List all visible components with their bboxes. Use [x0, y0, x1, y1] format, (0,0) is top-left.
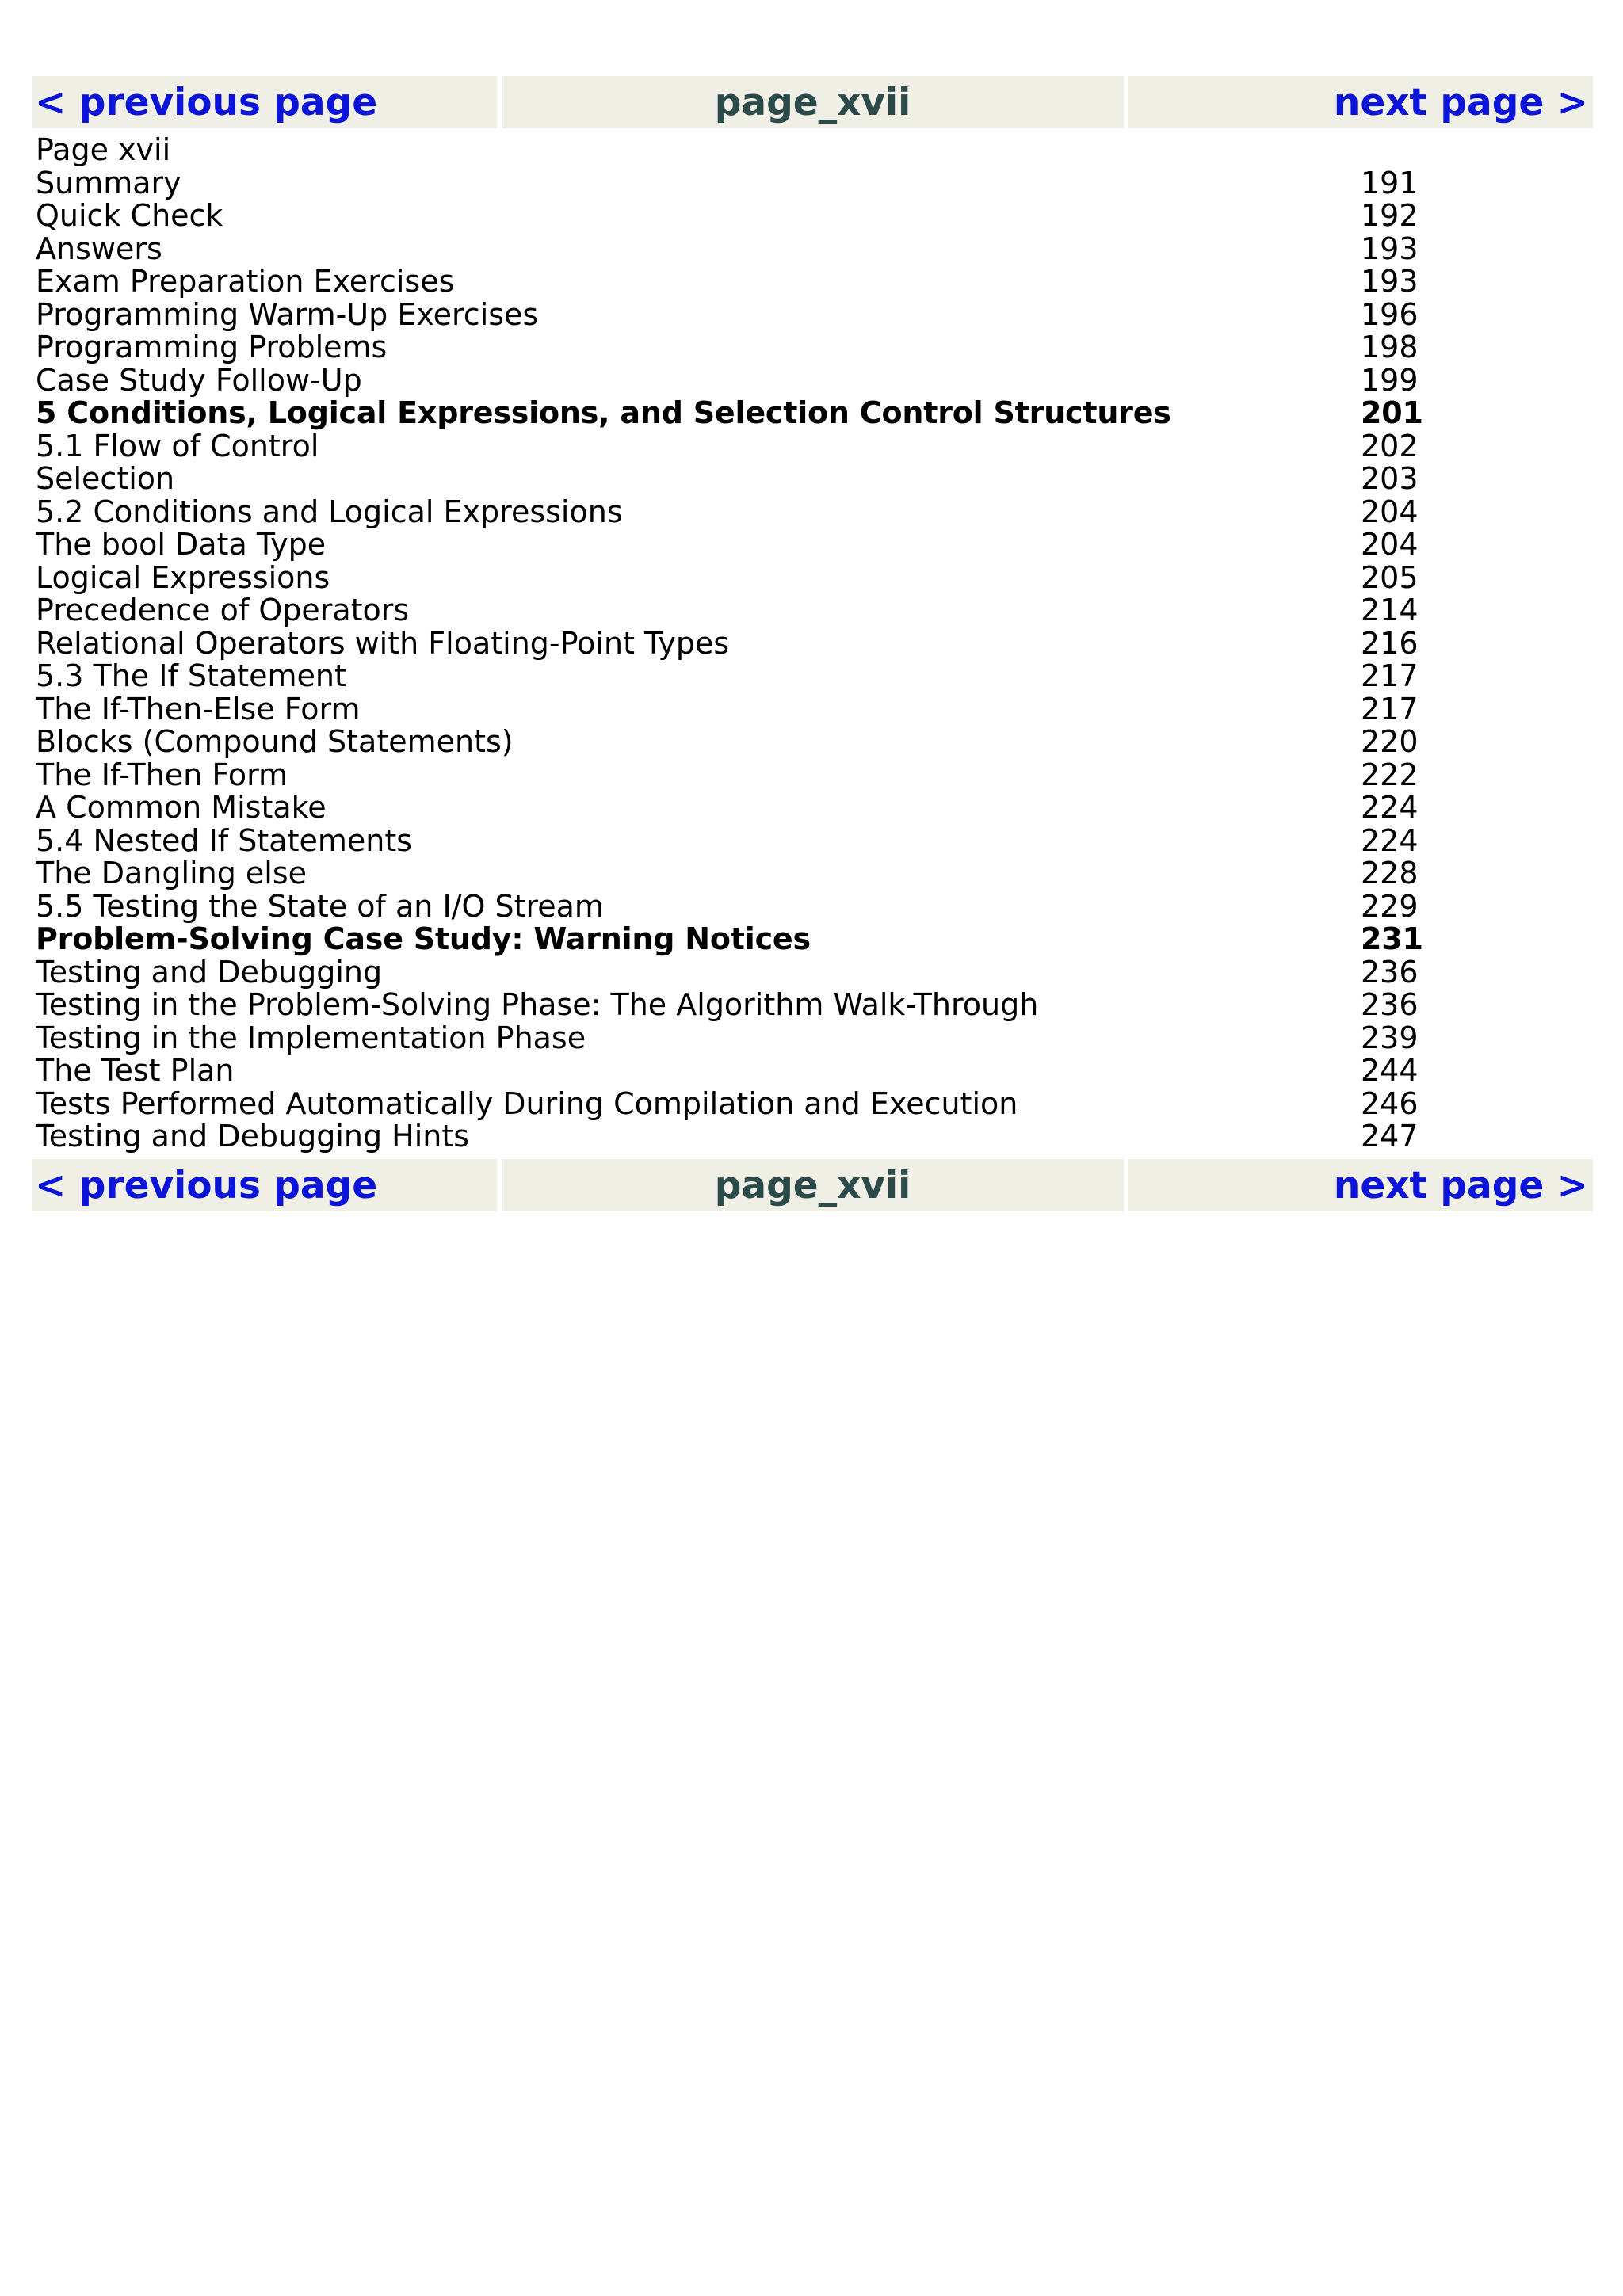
toc-entry-title: Testing in the Implementation Phase	[36, 1020, 586, 1055]
bottom-navigation-bar	[32, 1159, 1593, 1211]
toc-entry-title: Quick Check	[36, 198, 223, 233]
toc-entry-page-number: 205	[1361, 559, 1419, 595]
toc-entry-page-number: 224	[1361, 790, 1419, 825]
toc-entry	[36, 594, 1430, 627]
toc-entry	[36, 397, 1430, 430]
toc-entry	[36, 200, 1430, 233]
toc-entry-page-number: 220	[1361, 724, 1419, 759]
toc-entry	[36, 1022, 1430, 1055]
toc-entry	[36, 1085, 1430, 1121]
toc-entry-title: Logical Expressions	[36, 559, 330, 595]
toc-entry-title: The If-Then Form	[36, 757, 288, 792]
toc-entry	[36, 822, 1430, 858]
previous-page-link[interactable]: < previous page	[32, 76, 497, 128]
toc-entry	[36, 296, 1430, 332]
toc-entry	[36, 364, 1430, 398]
page-title: page_xvii	[502, 76, 1124, 128]
toc-entry-page-number: 191	[1361, 165, 1419, 200]
toc-entry-page-number: 196	[1361, 296, 1419, 332]
toc-entry-page-number: 214	[1361, 593, 1419, 627]
toc-entry-page-number: 204	[1361, 494, 1419, 529]
toc-entry-page-number: 193	[1361, 231, 1419, 266]
toc-entry	[36, 528, 1430, 562]
toc-entry	[36, 923, 1430, 956]
toc-entry	[36, 265, 1430, 299]
toc-entry-title: Testing and Debugging	[36, 954, 383, 990]
toc-entry-title: Exam Preparation Exercises	[36, 264, 455, 299]
toc-entry	[36, 627, 1430, 661]
toc-entry-page-number: 244	[1361, 1053, 1419, 1088]
toc-entry-page-number: 228	[1361, 856, 1419, 891]
toc-entries	[36, 167, 1430, 1154]
toc-entry-title: Problem-Solving Case Study: Warning Notices	[36, 921, 811, 956]
toc-entry	[36, 1055, 1430, 1088]
toc-entry-page-number: 247	[1361, 1119, 1419, 1154]
toc-entry-title: 5.3 The If Statement	[36, 658, 346, 693]
toc-entry-page-number: 224	[1361, 822, 1419, 858]
toc-entry-title: The Dangling else	[36, 856, 307, 891]
toc-entry-page-number: 217	[1361, 658, 1419, 693]
toc-entry-title: The bool Data Type	[36, 527, 327, 562]
toc-entry-page-number: 239	[1361, 1020, 1419, 1055]
page-title: page_xvii	[502, 1159, 1124, 1211]
toc-entry-title: Selection	[36, 461, 175, 496]
toc-entry-title: Summary	[36, 165, 181, 200]
toc-entry-title: Precedence of Operators	[36, 593, 410, 627]
toc-entry	[36, 989, 1430, 1022]
toc-entry-title: Testing in the Problem-Solving Phase: The Algorithm Walk-Through	[36, 987, 1039, 1022]
toc-entry	[36, 233, 1430, 266]
toc-entry	[36, 463, 1430, 496]
toc-entry-title: Blocks (Compound Statements)	[36, 724, 514, 759]
toc-entry-title: A Common Mistake	[36, 790, 327, 825]
toc-entry-title: 5 Conditions, Logical Expressions, and Selection Control Structures	[36, 395, 1171, 430]
toc-entry	[36, 956, 1430, 990]
toc-entry	[36, 857, 1430, 891]
next-page-link[interactable]: next page >	[1128, 1159, 1593, 1211]
toc-entry-page-number: 231	[1361, 921, 1423, 956]
page-heading	[36, 134, 1430, 167]
toc-entry-title: Programming Problems	[36, 330, 388, 364]
toc-entry-page-number: 199	[1361, 362, 1419, 398]
toc-entry-page-number: 198	[1361, 330, 1419, 364]
toc-entry-page-number: 222	[1361, 757, 1419, 792]
toc-entry-title: Case Study Follow-Up	[36, 362, 362, 398]
toc-entry-title: Answers	[36, 231, 162, 266]
toc-entry-title: 5.5 Testing the State of an I/O Stream	[36, 888, 604, 924]
toc-entry-title: The Test Plan	[36, 1053, 235, 1088]
toc-entry-title: 5.2 Conditions and Logical Expressions	[36, 494, 623, 529]
toc-entry	[36, 559, 1430, 595]
toc-entry	[36, 660, 1430, 693]
toc-entry-page-number: 216	[1361, 625, 1419, 661]
toc-entry	[36, 693, 1430, 727]
toc-entry-page-number: 203	[1361, 461, 1419, 496]
toc-entry	[36, 331, 1430, 364]
toc-entry-title: The If-Then-Else Form	[36, 691, 361, 727]
toc-entry-page-number: 193	[1361, 264, 1419, 299]
toc-entry	[36, 759, 1430, 792]
toc-entry	[36, 167, 1430, 200]
toc-entry	[36, 791, 1430, 825]
toc-entry-page-number: 192	[1361, 198, 1419, 233]
toc-entry-title: Testing and Debugging Hints	[36, 1119, 470, 1154]
previous-page-link[interactable]: < previous page	[32, 1159, 497, 1211]
toc-entry-title: 5.1 Flow of Control	[36, 428, 319, 463]
top-navigation-bar	[32, 76, 1593, 128]
toc-entry	[36, 430, 1430, 463]
toc-entry-title: Programming Warm-Up Exercises	[36, 296, 539, 332]
toc-entry-page-number: 229	[1361, 888, 1419, 924]
next-page-link[interactable]: next page >	[1128, 76, 1593, 128]
table-of-contents	[36, 134, 1430, 1154]
toc-entry	[36, 726, 1430, 759]
toc-entry-page-number: 217	[1361, 691, 1419, 727]
toc-entry	[36, 1120, 1430, 1154]
toc-entry-title: Relational Operators with Floating-Point Types	[36, 625, 730, 661]
toc-entry-page-number: 201	[1361, 395, 1423, 430]
toc-entry-page-number: 236	[1361, 987, 1419, 1022]
toc-entry	[36, 888, 1430, 924]
toc-entry-page-number: 204	[1361, 527, 1419, 562]
page-heading-label: Page xvii	[36, 132, 171, 167]
toc-entry-page-number: 236	[1361, 954, 1419, 990]
toc-entry-page-number: 246	[1361, 1085, 1419, 1121]
toc-entry-title: 5.4 Nested If Statements	[36, 822, 413, 858]
toc-entry-title: Tests Performed Automatically During Compilation and Execution	[36, 1085, 1018, 1121]
toc-entry	[36, 496, 1430, 529]
toc-entry-page-number: 202	[1361, 428, 1419, 463]
